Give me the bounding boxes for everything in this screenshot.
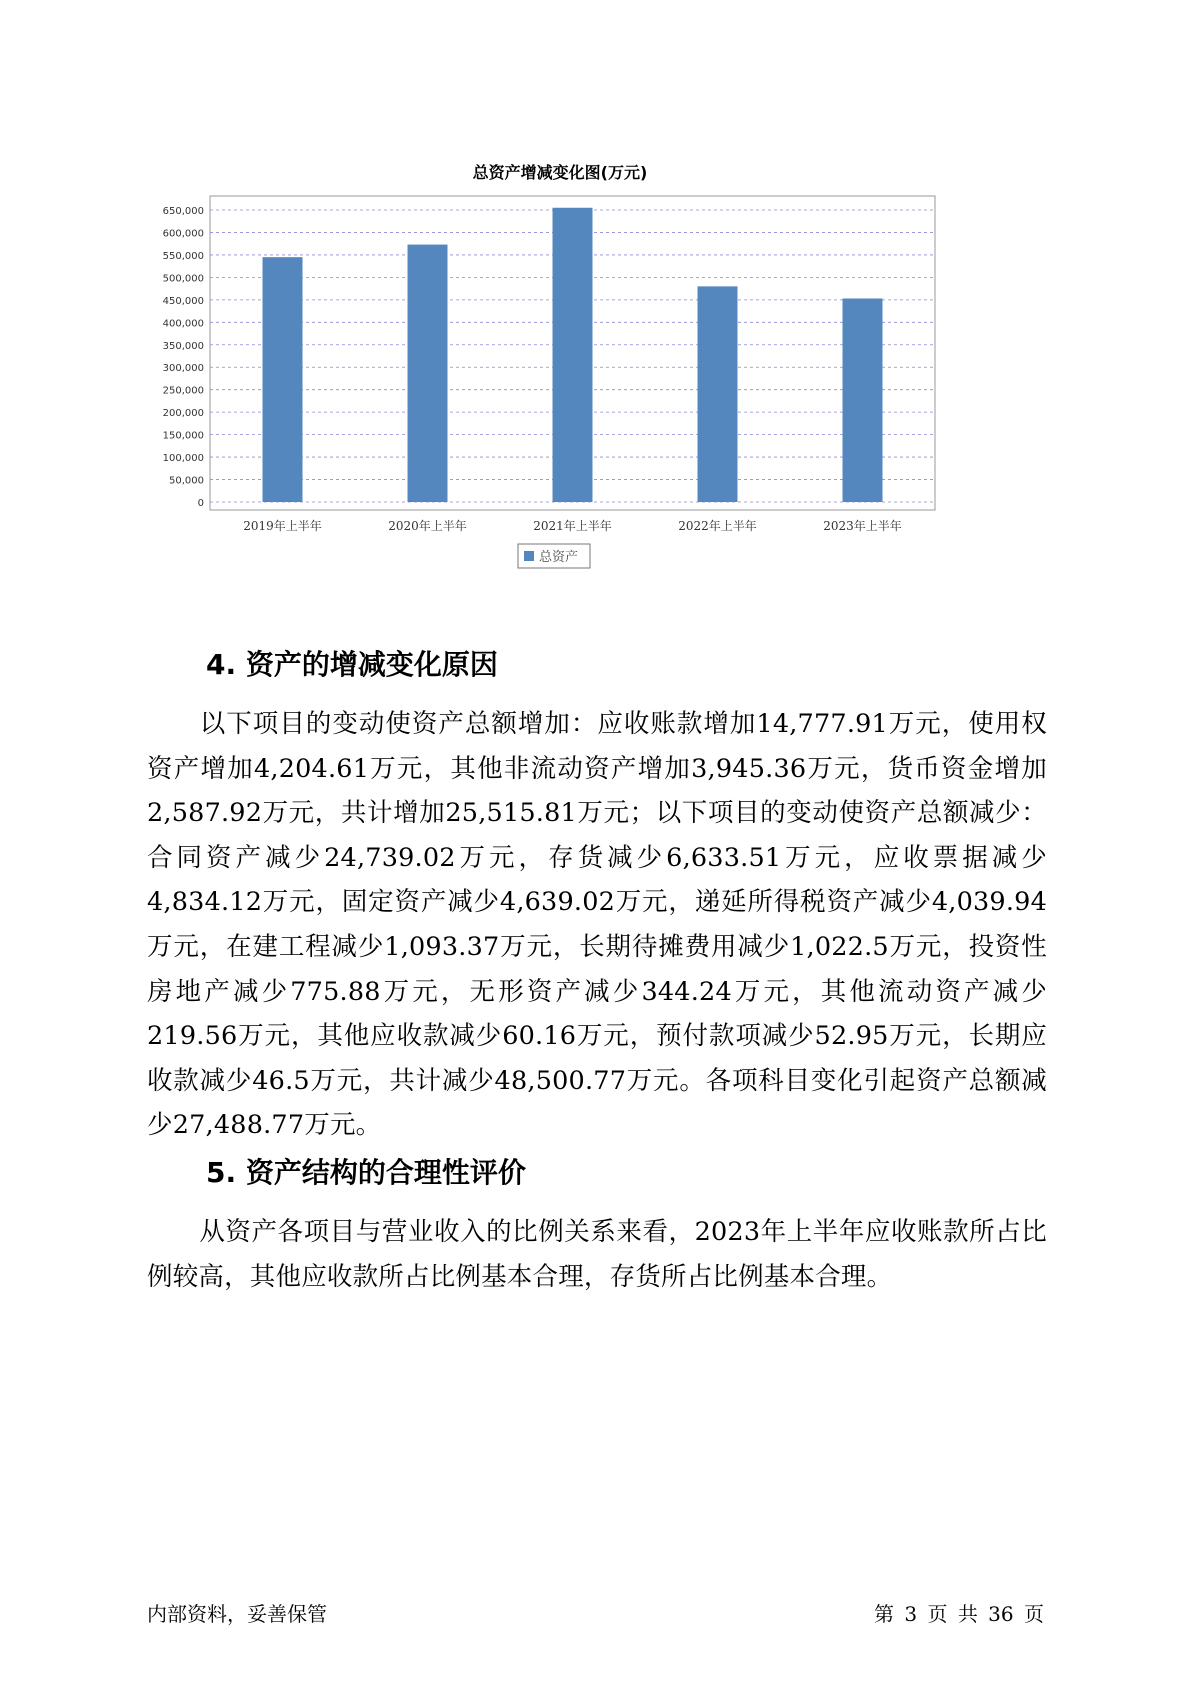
section-4-paragraph	[147, 702, 1047, 1148]
chart-svg	[150, 160, 1030, 630]
x-tick-label: 2022年上半年	[678, 519, 757, 533]
legend	[518, 544, 590, 568]
y-tick-label: 650,000	[162, 206, 204, 217]
chart-title: 总资产增减变化图(万元)	[472, 163, 648, 182]
y-tick-label: 250,000	[162, 385, 204, 397]
y-axis-ticks	[163, 206, 204, 509]
y-tick-label: 150,000	[162, 430, 204, 442]
legend-swatch	[524, 551, 534, 561]
y-tick-label: 500,000	[162, 273, 204, 285]
section-5-paragraph	[147, 1210, 1047, 1299]
bar-1	[263, 257, 303, 502]
y-tick-label: 350,000	[162, 340, 204, 352]
bar-2	[408, 245, 448, 502]
y-tick-label: 0	[197, 498, 204, 509]
y-tick-label: 600,000	[162, 228, 204, 240]
x-tick-label: 2023年上半年	[823, 519, 902, 533]
y-tick-label: 300,000	[162, 363, 204, 375]
x-tick-label: 2019年上半年	[243, 519, 322, 533]
y-tick-label: 400,000	[162, 318, 204, 330]
total-assets-chart	[150, 160, 1030, 630]
y-tick-label: 550,000	[162, 250, 204, 262]
footer-page-number: 第 3 页 共 36 页	[874, 1602, 1044, 1626]
x-tick-label: 2020年上半年	[388, 519, 467, 533]
section-4-heading: 4. 资产的增减变化原因	[206, 648, 498, 681]
y-tick-label: 100,000	[162, 453, 204, 465]
x-tick-label: 2021年上半年	[533, 519, 612, 533]
x-axis-ticks	[243, 518, 902, 533]
legend-label: 总资产	[539, 550, 579, 565]
y-tick-label: 200,000	[162, 408, 204, 420]
section-5-heading: 5. 资产结构的合理性评价	[206, 1156, 526, 1189]
bar-3	[553, 208, 593, 502]
section-4-text: 以下项目的变动使资产总额增加：应收账款增加14,777.91万元，使用权资产增加4,204.61万元，其他非流动资产增加3,945.36万元，货币资金增加2,587.92万元，共计增加25,515.81万元；以下项目的变动使资产总额减少：合同资产减少24,739.02万元，存货减少6,633.51万元，应收票据减少4,834.12万元，固定资产减少4,639.02万元，递延所得税资产减少4,039.94万元，在建工程减少1,093.37万元，长期待摊费用减少1,022.5万元，投资性房地产减少775.88万元，无形资产减少344.24万元，其他流动资产减少219.56万元，其他应收款减少60.16万元，预付款项减少52.95万元，长期应收款减少46.5万元，共计减少48,500.77万元。各项科目变化引起资产总额减少27,488.77万元。	[147, 709, 1047, 1141]
bar-4	[698, 286, 738, 502]
bar-5	[843, 298, 883, 502]
footer-confidential-note: 内部资料，妥善保管	[147, 1602, 327, 1626]
y-tick-label: 450,000	[162, 295, 204, 307]
y-tick-label: 50,000	[169, 475, 204, 487]
section-5-text: 从资产各项目与营业收入的比例关系来看，2023年上半年应收账款所占比例较高，其他应收款所占比例基本合理，存货所占比例基本合理。	[147, 1217, 1047, 1292]
